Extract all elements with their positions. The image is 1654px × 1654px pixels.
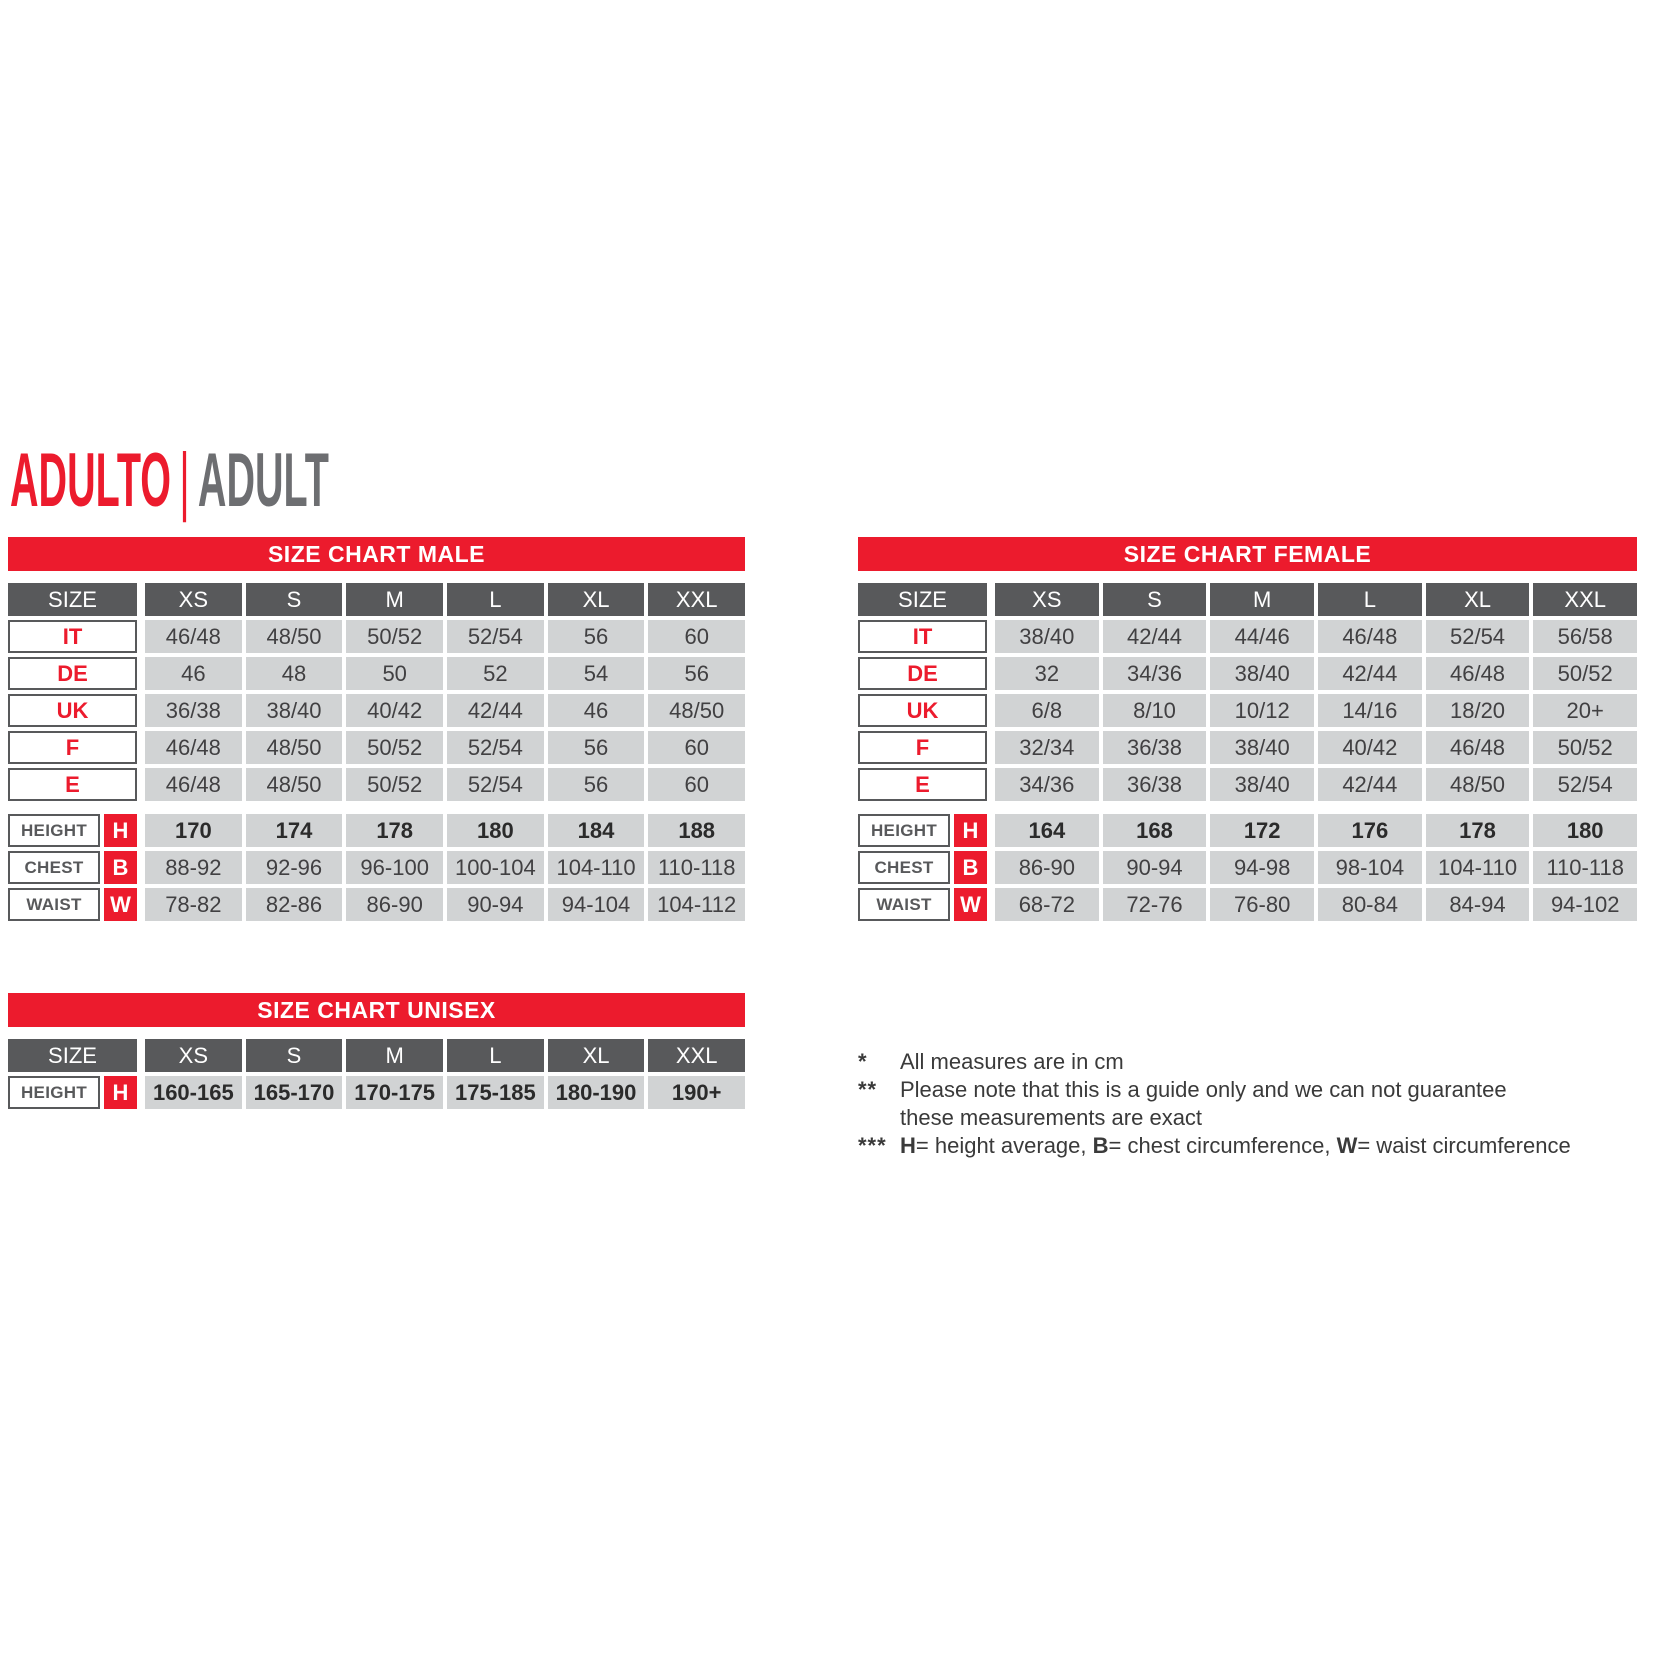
measure-value-cell: 176 [1318,814,1422,847]
row-label-e: E [8,768,137,801]
size-value-cell: 44/46 [1210,620,1314,653]
measure-value-cell: 94-104 [548,888,645,921]
measure-value-cell: 94-102 [1533,888,1637,921]
measure-value-cell: 90-94 [1103,851,1207,884]
size-value-cell: 46 [145,657,242,690]
size-row-de [858,657,1637,690]
footnote-segment: H [900,1133,916,1158]
footnotes [858,1048,1648,1160]
letter-badge-w: W [954,888,987,921]
row-label-area [8,620,137,653]
size-value-cell: 50 [346,657,443,690]
measure-value-cell: 188 [648,814,745,847]
size-value-cell: 38/40 [1210,657,1314,690]
column-header-xxl: XXL [648,583,745,616]
size-header-area [8,1039,137,1072]
table-title: SIZE CHART UNISEX [8,993,745,1027]
measure-value-cell: 94-98 [1210,851,1314,884]
size-value-cell: 48/50 [1426,768,1530,801]
measure-row-chest [8,851,745,884]
row-label-de: DE [858,657,987,690]
measure-row-height [8,814,745,847]
footnote-segment: = chest circumference, [1108,1133,1337,1158]
size-value-cell: 34/36 [1103,657,1207,690]
size-value-cell: 40/42 [1318,731,1422,764]
table-header-row [8,1039,745,1072]
column-header-xxl: XXL [648,1039,745,1072]
size-value-cell: 46 [548,694,645,727]
size-value-cell: 52/54 [447,768,544,801]
size-value-cell: 50/52 [346,768,443,801]
measure-value-cell: 68-72 [995,888,1099,921]
size-value-cell: 60 [648,620,745,653]
footnote-marker: *** [858,1133,887,1158]
row-label-height: HEIGHT [858,814,950,847]
row-label-area [8,694,137,727]
table-title: SIZE CHART FEMALE [858,537,1637,571]
row-label-f: F [858,731,987,764]
size-value-cell: 38/40 [995,620,1099,653]
page-title-secondary: ADULT [197,438,329,523]
footnote-segment: B [1092,1133,1109,1158]
measure-value-cell: 178 [346,814,443,847]
letter-badge-w: W [104,888,137,921]
measure-value-cell: 174 [246,814,343,847]
size-row-it [8,620,745,653]
size-value-cell: 52/54 [1426,620,1530,653]
size-value-cell: 50/52 [1533,731,1637,764]
size-value-cell: 60 [648,768,745,801]
row-label-height: HEIGHT [8,1076,100,1109]
measure-value-cell: 180 [447,814,544,847]
size-chart-male-table [8,537,745,921]
column-header-xl: XL [548,1039,645,1072]
page-title-primary: ADULTO [10,438,171,523]
row-label-chest: CHEST [858,851,950,884]
row-label-area [8,731,137,764]
measure-value-cell: 92-96 [246,851,343,884]
size-header-area [858,583,987,616]
row-label-uk: UK [858,694,987,727]
measure-value-cell: 78-82 [145,888,242,921]
measure-value-cell: 110-118 [648,851,745,884]
measure-value-cell: 184 [548,814,645,847]
measure-row-waist [858,888,1637,921]
row-label-area [8,851,137,884]
column-header-l: L [1318,583,1422,616]
measure-value-cell: 110-118 [1533,851,1637,884]
size-value-cell: 48 [246,657,343,690]
footnote-text [900,1132,1648,1160]
letter-badge-b: B [104,851,137,884]
row-label-area [8,657,137,690]
size-row-uk [8,694,745,727]
row-label-area [8,1076,137,1109]
size-value-cell: 42/44 [1103,620,1207,653]
size-value-cell: 52/54 [447,731,544,764]
measure-value-cell: 76-80 [1210,888,1314,921]
column-header-xl: XL [1426,583,1530,616]
size-header-cell: SIZE [8,583,137,616]
measure-value-cell: 172 [1210,814,1314,847]
size-value-cell: 38/40 [1210,731,1314,764]
measure-value-cell: 175-185 [447,1076,544,1109]
size-value-cell: 8/10 [1103,694,1207,727]
page-title [10,438,329,523]
measure-row-chest [858,851,1637,884]
footnote-line [858,1048,1648,1076]
size-value-cell: 18/20 [1426,694,1530,727]
letter-badge-b: B [954,851,987,884]
size-value-cell: 34/36 [995,768,1099,801]
measure-value-cell: 86-90 [346,888,443,921]
column-header-l: L [447,1039,544,1072]
column-header-m: M [1210,583,1314,616]
measure-row-height [858,814,1637,847]
size-value-cell: 56 [548,620,645,653]
size-value-cell: 46/48 [1426,731,1530,764]
size-header-area [8,583,137,616]
measure-value-cell: 96-100 [346,851,443,884]
column-header-m: M [346,583,443,616]
letter-badge-h: H [104,814,137,847]
measure-value-cell: 168 [1103,814,1207,847]
row-label-area [8,888,137,921]
measure-value-cell: 160-165 [145,1076,242,1109]
size-value-cell: 50/52 [346,620,443,653]
size-value-cell: 56 [548,731,645,764]
size-value-cell: 56/58 [1533,620,1637,653]
size-chart-unisex-table [8,993,745,1109]
row-label-e: E [858,768,987,801]
column-header-s: S [246,1039,343,1072]
table-title: SIZE CHART MALE [8,537,745,571]
row-label-area [858,768,987,801]
size-value-cell: 20+ [1533,694,1637,727]
column-header-xxl: XXL [1533,583,1637,616]
size-value-cell: 42/44 [447,694,544,727]
row-label-height: HEIGHT [8,814,100,847]
size-value-cell: 40/42 [346,694,443,727]
row-label-area [8,814,137,847]
row-label-it: IT [858,620,987,653]
size-row-uk [858,694,1637,727]
size-row-e [8,768,745,801]
footnote-marker: * [858,1049,868,1074]
size-value-cell: 6/8 [995,694,1099,727]
size-value-cell: 48/50 [246,620,343,653]
size-value-cell: 54 [548,657,645,690]
size-value-cell: 32 [995,657,1099,690]
size-value-cell: 52/54 [447,620,544,653]
row-label-area [858,694,987,727]
size-header-cell: SIZE [8,1039,137,1072]
column-header-s: S [1103,583,1207,616]
row-label-f: F [8,731,137,764]
size-value-cell: 56 [548,768,645,801]
size-row-e [858,768,1637,801]
row-label-area [858,657,987,690]
column-header-xl: XL [548,583,645,616]
section-spacer [858,805,1637,810]
column-header-xs: XS [145,583,242,616]
measure-value-cell: 178 [1426,814,1530,847]
size-value-cell: 14/16 [1318,694,1422,727]
measure-value-cell: 170-175 [346,1076,443,1109]
size-value-cell: 56 [648,657,745,690]
table-header-row [8,583,745,616]
table-header-row [858,583,1637,616]
measure-value-cell: 98-104 [1318,851,1422,884]
footnote-marker: ** [858,1077,878,1102]
letter-badge-h: H [104,1076,137,1109]
column-header-m: M [346,1039,443,1072]
row-label-chest: CHEST [8,851,100,884]
page-title-separator: | [179,438,190,523]
size-value-cell: 46/48 [145,620,242,653]
size-value-cell: 46/48 [145,768,242,801]
row-label-de: DE [8,657,137,690]
measure-row-waist [8,888,745,921]
size-value-cell: 52 [447,657,544,690]
size-value-cell: 60 [648,731,745,764]
size-header-cell: SIZE [858,583,987,616]
size-value-cell: 38/40 [1210,768,1314,801]
letter-badge-h: H [954,814,987,847]
section-spacer [8,805,745,810]
measure-value-cell: 104-110 [548,851,645,884]
size-value-cell: 36/38 [145,694,242,727]
footnote-segment: = waist circumference [1357,1133,1571,1158]
measure-value-cell: 180-190 [548,1076,645,1109]
measure-value-cell: 80-84 [1318,888,1422,921]
size-value-cell: 32/34 [995,731,1099,764]
column-header-l: L [447,583,544,616]
measure-value-cell: 180 [1533,814,1637,847]
measure-value-cell: 72-76 [1103,888,1207,921]
size-value-cell: 38/40 [246,694,343,727]
size-value-cell: 42/44 [1318,657,1422,690]
size-value-cell: 42/44 [1318,768,1422,801]
footnote-text: All measures are in cm [900,1049,1124,1074]
measure-value-cell: 86-90 [995,851,1099,884]
size-value-cell: 10/12 [1210,694,1314,727]
size-value-cell: 48/50 [246,768,343,801]
footnote-segment: W [1336,1133,1358,1158]
column-header-s: S [246,583,343,616]
measure-value-cell: 164 [995,814,1099,847]
size-value-cell: 50/52 [1533,657,1637,690]
size-value-cell: 36/38 [1103,731,1207,764]
size-value-cell: 46/48 [1426,657,1530,690]
size-value-cell: 50/52 [346,731,443,764]
row-label-area [858,888,987,921]
size-value-cell: 48/50 [648,694,745,727]
size-row-de [8,657,745,690]
size-row-f [8,731,745,764]
measure-value-cell: 104-110 [1426,851,1530,884]
row-label-area [858,731,987,764]
measure-value-cell: 100-104 [447,851,544,884]
row-label-waist: WAIST [8,888,100,921]
footnote-line [858,1076,1648,1132]
size-value-cell: 46/48 [1318,620,1422,653]
column-header-xs: XS [995,583,1099,616]
row-label-area [8,768,137,801]
measure-value-cell: 104-112 [648,888,745,921]
row-label-it: IT [8,620,137,653]
row-label-area [858,620,987,653]
measure-value-cell: 90-94 [447,888,544,921]
row-label-uk: UK [8,694,137,727]
size-chart-female-table [858,537,1637,921]
measure-value-cell: 88-92 [145,851,242,884]
footnote-text: Please note that this is a guide only and we can not guarantee these measurements are exact [900,1077,1507,1130]
size-value-cell: 48/50 [246,731,343,764]
measure-row-height [8,1076,745,1109]
size-value-cell: 36/38 [1103,768,1207,801]
measure-value-cell: 190+ [648,1076,745,1109]
footnote-segment: = height average, [915,1133,1093,1158]
row-label-area [858,851,987,884]
size-value-cell: 46/48 [145,731,242,764]
row-label-area [858,814,987,847]
size-row-it [858,620,1637,653]
footnote-line [858,1132,1648,1160]
size-value-cell: 52/54 [1533,768,1637,801]
row-label-waist: WAIST [858,888,950,921]
measure-value-cell: 84-94 [1426,888,1530,921]
measure-value-cell: 170 [145,814,242,847]
measure-value-cell: 165-170 [246,1076,343,1109]
column-header-xs: XS [145,1039,242,1072]
measure-value-cell: 82-86 [246,888,343,921]
size-row-f [858,731,1637,764]
